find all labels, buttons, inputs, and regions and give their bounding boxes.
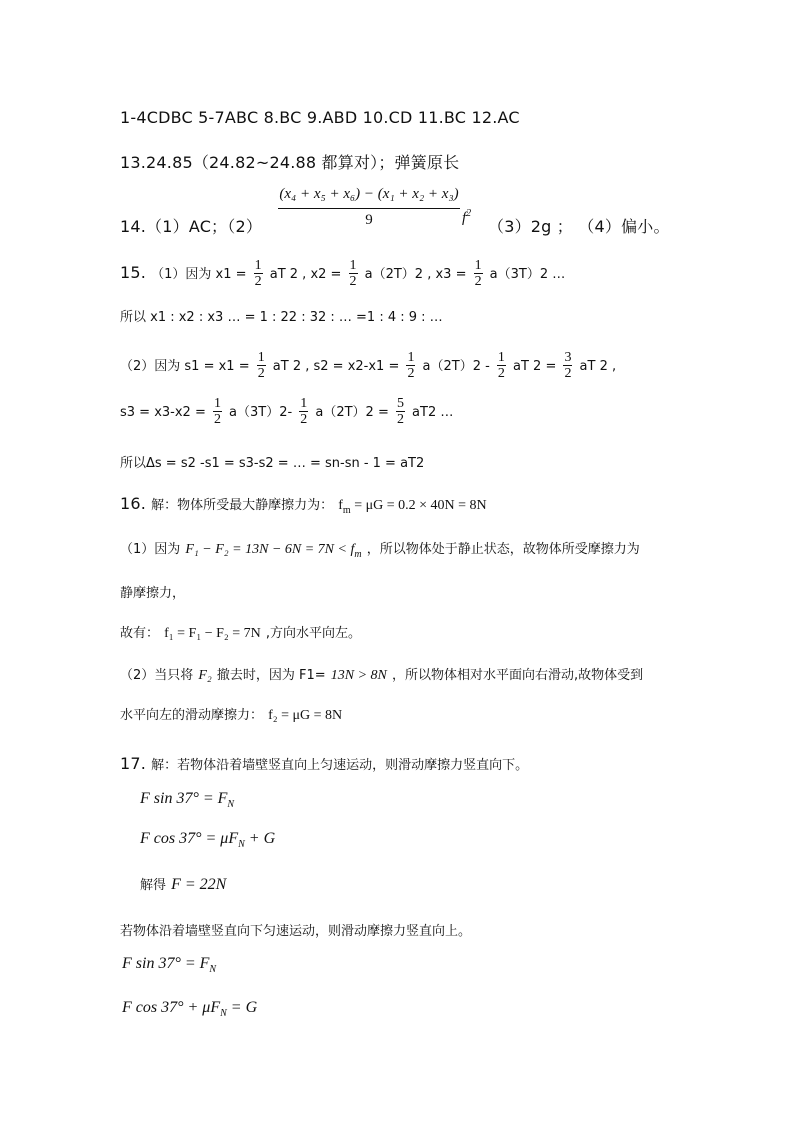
q17-equation-3: F $\sin 37^\circ = F_N$ (122, 955, 217, 976)
q17-line-1: 17. 解：若物体沿着墙壁竖直向上匀速运动，则滑动摩擦力竖直向下。 (120, 754, 529, 773)
answers-line-1: 1-4CDBC 5-7ABC 8.BC 9.ABD 10.CD 11.BC 12.AC (120, 108, 520, 127)
q17-number: 17. (120, 754, 147, 773)
q16-line-6: 水平向左的滑动摩擦力： f₂ = μG = 8N (120, 708, 343, 723)
q16-line-4: 故有： f₁ = F₁ − F₂ = 7N ,方向水平向左。 (120, 626, 362, 641)
q15-line-2: 所以 x1 : x2 : x3 … = 1 : 22 : 32 : … =1 : 4 : 9 : … (120, 310, 443, 325)
fraction-denominator: 9 (365, 212, 373, 228)
q17-line-3: 若物体沿着墙壁竖直向下匀速运动，则滑动摩擦力竖直向上。 (120, 924, 472, 939)
q16-line-5: （2）当只将 F₂ 撤去时，因为 F1= 13N > 8N ，所以物体相对水平面向右滑动,故物体受到 (120, 668, 644, 683)
q16-line-3: 静摩擦力， (120, 586, 186, 601)
fraction-half: $\frac{1}{2}$ (474, 258, 482, 289)
fraction-half: $\frac{1}{2}$ (300, 396, 308, 427)
fraction-half: $\frac{1}{2}$ (407, 350, 415, 381)
q16-line-2: （1）因为 $F_1 - F_2 = 13N - 6N = 7N < f_m$ ，所以物体处于静止状态，故物体所受摩擦力为 (120, 542, 640, 560)
fraction-half: $\frac{1}{2}$ (497, 350, 505, 381)
answer-14-suffix: （3）2g ； （4）偏小。 (488, 217, 670, 236)
answer-13: 13.24.85（24.82~24.88 都算对）；弹簧原长 (120, 153, 460, 172)
fraction-three-halves: $\frac{3}{2}$ (564, 350, 572, 381)
q15-number: 15. (120, 263, 147, 282)
q16-line-1: 16. 解：物体所受最大静摩擦力为： $f_m = \mu G = 0.2 \times 40N = 8N$ (120, 494, 487, 516)
q15-line-4: s3 = x3-x2 = $\frac{1}{2}$ a（3T）2- $\frac{1}{2}$ a（2T）2 = $\frac{5}{2}$ aT2 … (120, 396, 454, 427)
fraction-half: $\frac{1}{2}$ (254, 258, 262, 289)
q17-solution: 解得 F = 22N (140, 876, 227, 893)
fraction-half: $\frac{1}{2}$ (349, 258, 357, 289)
q15-line-1: 15. （1）因为 x1 = $\frac{1}{2}$ aT 2 , x2 = $\frac{1}{2}$ a（2T）2 , x3 = $\frac{1}{2}$ a（3T）2 … (120, 258, 566, 289)
q15-line-3: （2）因为 s1 = x1 = $\frac{1}{2}$ aT 2 , s2 = x2-x1 = $\frac{1}{2}$ a（2T）2 - $\frac{1}{2}$ aT 2 = $\frac{3}{2}$ aT 2 , (120, 350, 617, 381)
fraction-numerator: (x₄ + x₅ + x₆) − (x₁ + x₂ + x₃) (279, 186, 459, 202)
fraction-five-halves: $\frac{5}{2}$ (396, 396, 404, 427)
fraction-half: $\frac{1}{2}$ (257, 350, 265, 381)
fraction-bar (278, 208, 460, 209)
answer-14-fraction (278, 186, 460, 232)
answer-14-f: $f^2$ (462, 208, 472, 226)
q17-equation-2: F $\cos 37^\circ = \mu F_N + G$ (140, 830, 276, 851)
answer-14-prefix: 14.（1）AC；（2） (120, 217, 263, 236)
q17-equation-4: F $\cos 37^\circ + \mu F_N = G$ (122, 999, 258, 1020)
q17-equation-1: F $\sin 37^\circ = F_N$ (140, 790, 235, 811)
q16-number: 16. (120, 494, 147, 513)
q15-line-5: 所以Δs = s2 -s1 = s3-s2 = … = sn-sn - 1 = aT2 (120, 456, 425, 471)
fraction-half: $\frac{1}{2}$ (213, 396, 221, 427)
